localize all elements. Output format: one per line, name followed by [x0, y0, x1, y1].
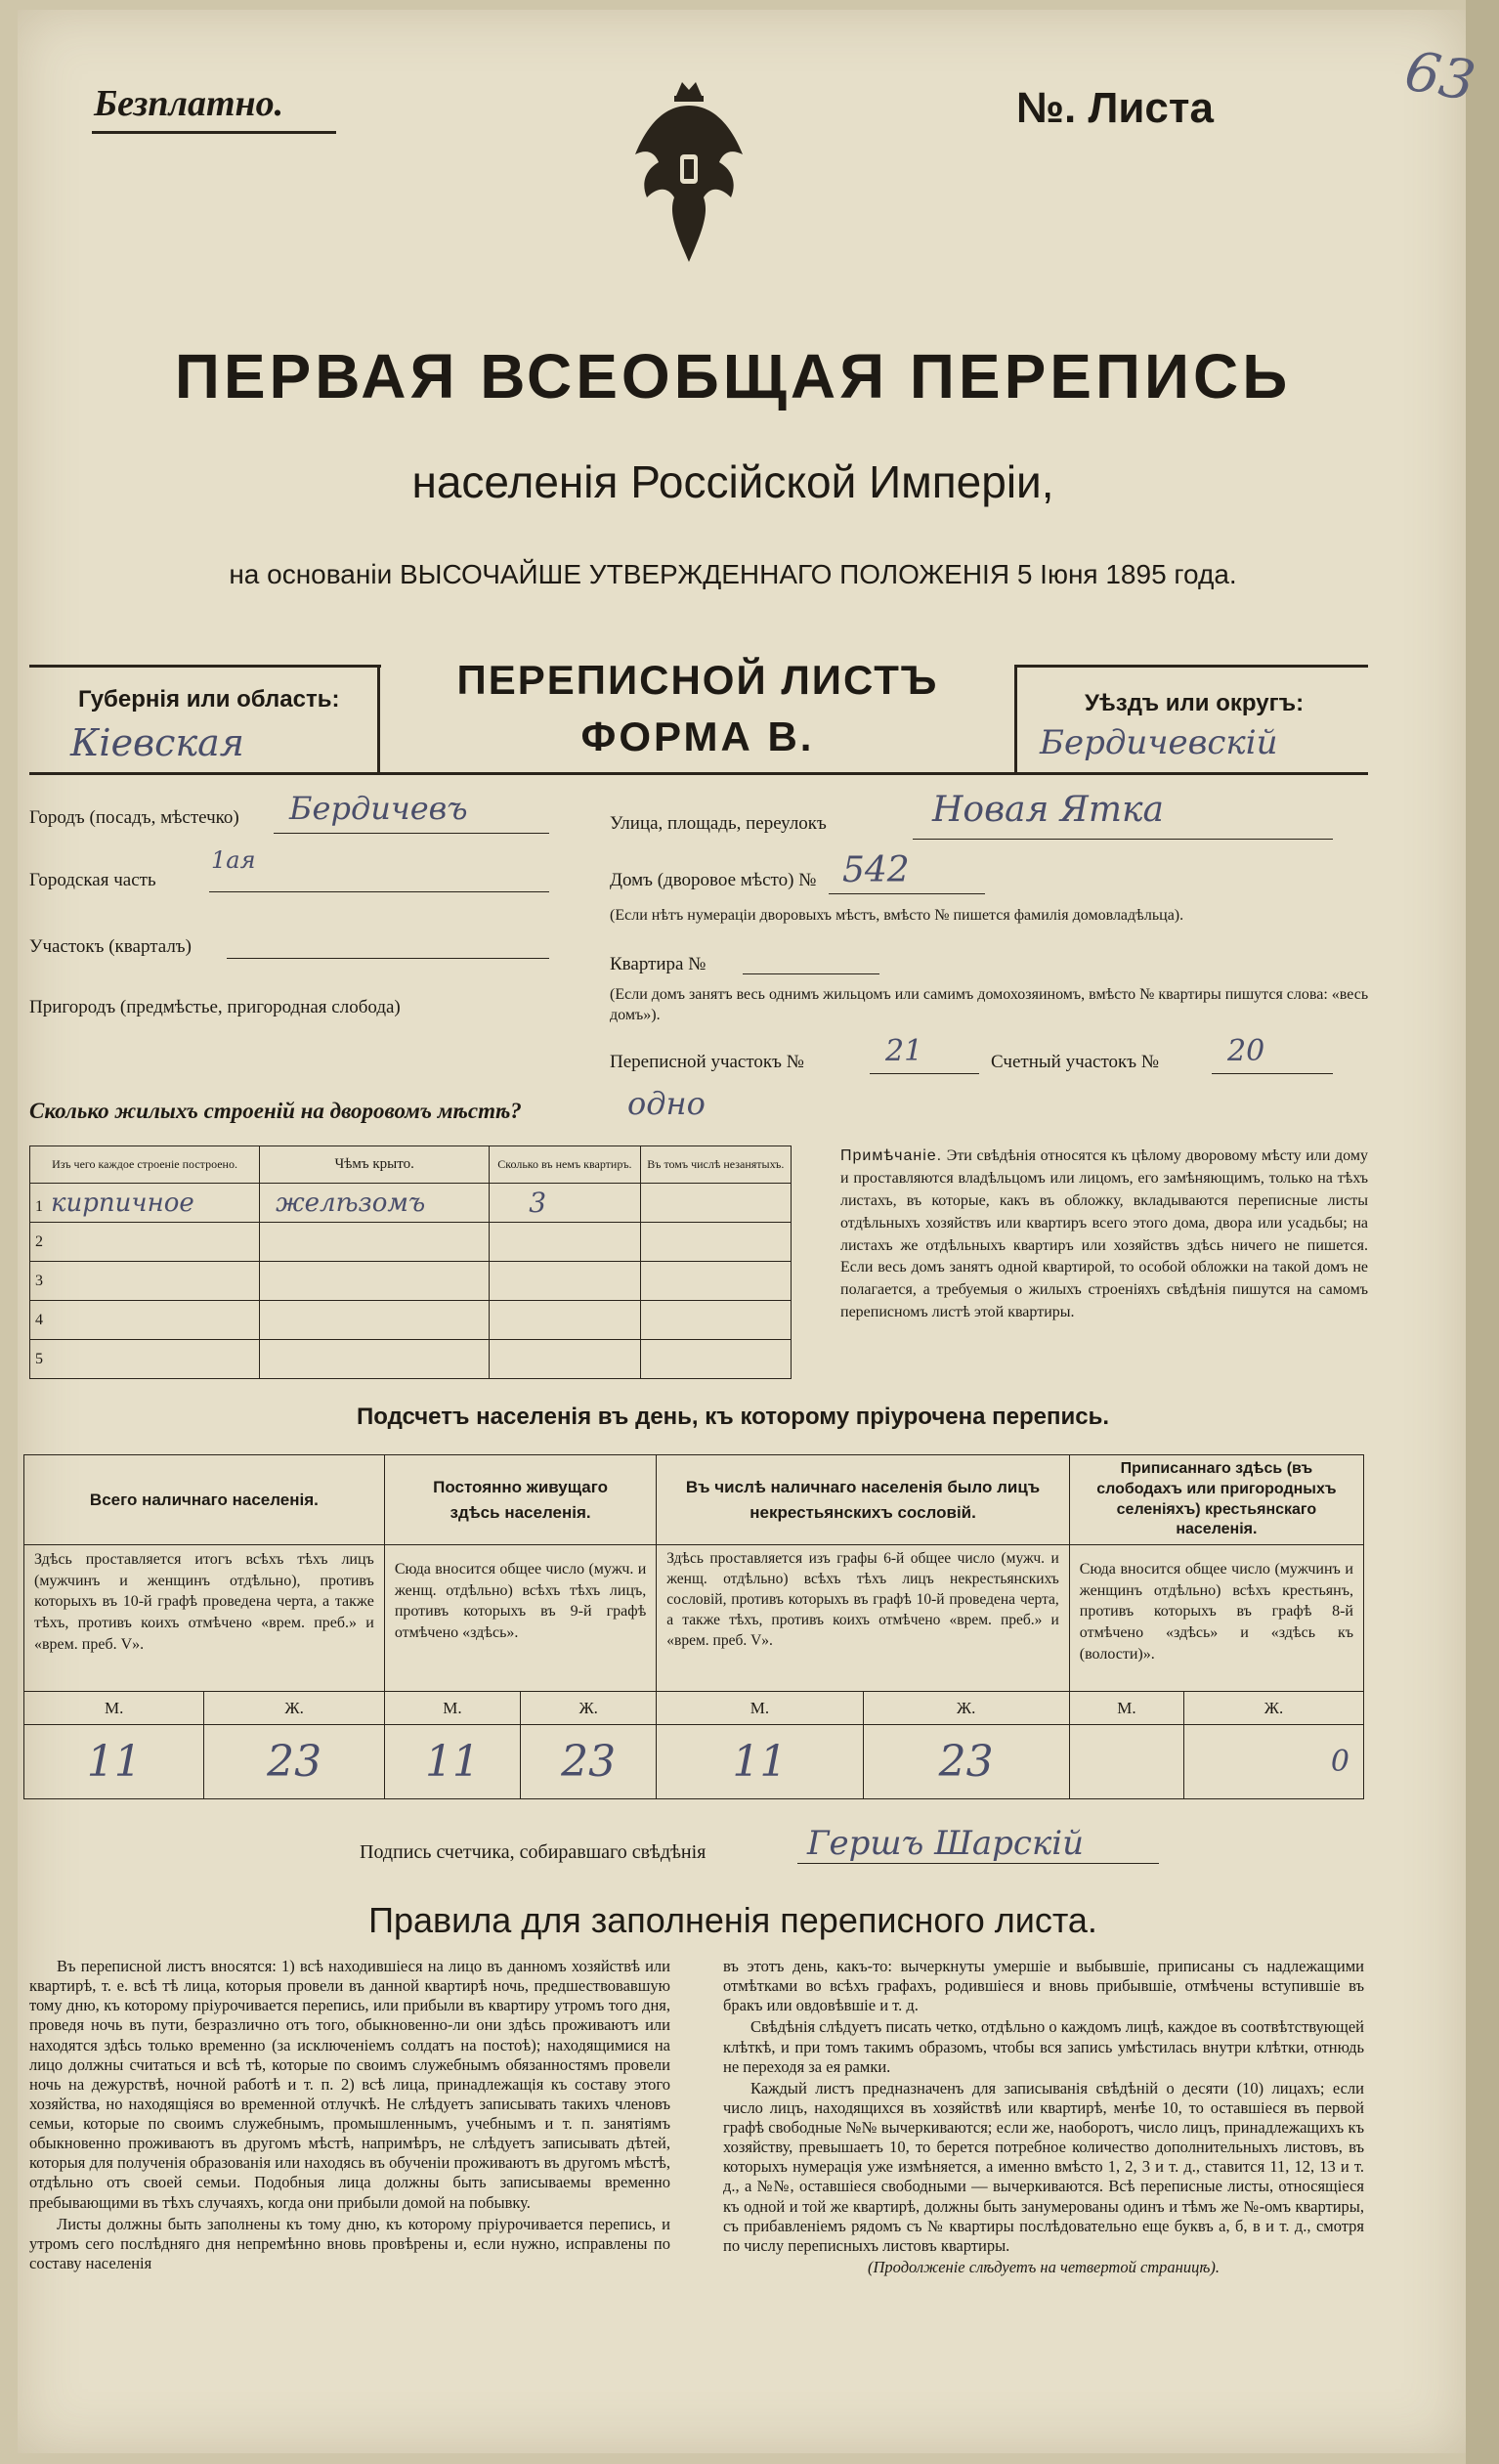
rule [29, 665, 381, 668]
col-material-header: Изъ чего каждое строеніе построено. [30, 1146, 260, 1184]
signature-label: Подпись счетчика, собиравшаго свѣдѣнія [360, 1841, 707, 1863]
pop-col-permanent-title: Постоянно живущаго здѣсь населенія. [384, 1455, 656, 1545]
house-value: 542 [842, 850, 910, 890]
street-label: Улица, площадь, переулокъ [610, 813, 827, 834]
buildings-answer: одно [627, 1085, 706, 1122]
rules-heading: Правила для заполненія переписного листа. [368, 1900, 1097, 1940]
row-number: 2 [35, 1232, 43, 1250]
section-underline [227, 958, 549, 959]
rules-continued: (Продолженіе слѣдуетъ на четвертой страницѣ). [868, 2257, 1220, 2276]
city-underline [274, 833, 549, 834]
pop-col-total-text: Здѣсь проставляется итогъ всѣхъ тѣхъ лицъ (мужчинъ и женщинъ отдѣльно), противъ которыхъ въ 10-й графѣ проведена черта, а также тѣхъ, противъ коихъ отмѣчено «врем. преб.» и «врем. преб. V». [24, 1545, 385, 1692]
city-label: Городъ (посадъ, мѣстечко) [29, 807, 239, 828]
gubernia-label: Губернія или область: [78, 686, 340, 713]
sheet-number-label: №. Листа [1016, 84, 1214, 132]
row-number: 3 [35, 1272, 43, 1289]
f-label: Ж. [204, 1692, 384, 1725]
form-name: ФОРМА В. [580, 713, 815, 759]
census-area-underline [870, 1073, 979, 1074]
suburb-label: Пригородъ (предмѣстье, пригородная слобода) [29, 997, 401, 1017]
free-underline [92, 131, 336, 134]
signature-value: Гершъ Шарскій [807, 1824, 1085, 1863]
note-text: Эти свѣдѣнія относятся къ цѣлому дворовому мѣсту или дому и проставляются владѣльцомъ или лицомъ, его замѣняющимъ, только на тѣхъ листахъ, въ которые, какъ въ обложку, вкладываются переписные листы отдѣльныхъ хозяйствъ или квартиръ всего этого дома, двора или усадьбы; на листахъ же отдѣльныхъ квартиръ или хозяйствъ здѣсь ничего не пишется. Если весь домъ занятъ одной квартирой, то особой обложки на такой домъ не полагается, а требуемыя о жилыхъ строеніяхъ свѣдѣнія пишутся на самомъ переписномъ листѣ этой квартиры. [840, 1147, 1369, 1321]
m-label: М. [1069, 1692, 1183, 1725]
count-area-label: Счетный участокъ № [991, 1052, 1159, 1072]
roof-value: желѣзомъ [260, 1184, 490, 1223]
census-area-value: 21 [885, 1034, 923, 1068]
double-headed-eagle-icon [625, 76, 752, 268]
rule [29, 772, 1368, 775]
f-label: Ж. [1184, 1692, 1364, 1725]
rules-left-column [29, 1957, 670, 2275]
rules-paragraph: въ этотъ день, какъ-то: вычеркнуты умершіе и выбывшіе, приписаны съ надлежащими отмѣтками во всѣхъ графахъ, родившіеся и вновь прибывшіе, отмѣчены вступившіе въ бракъ или овдовѣвшіе и т. д. [723, 1957, 1364, 2015]
gubernia-value: Кіевская [70, 721, 244, 764]
population-heading: Подсчетъ населенія въ день, къ которому пріурочена перепись. [357, 1404, 1109, 1430]
signature-underline [797, 1863, 1159, 1864]
house-note: (Если нѣтъ нумераціи дворовыхъ мѣстъ, вмѣсто № пишется фамилія домовладѣльца). [610, 907, 1184, 924]
district-label: Городская часть [29, 870, 156, 890]
rules-paragraph: Въ переписной листъ вносятся: 1) всѣ находившіеся на лицо въ данномъ хозяйствѣ или квартирѣ, т. е. всѣ тѣ лица, которыя провели въ данной квартирѣ ночь, предшествовавшую тому дню, къ которому пріурочивается перепись, или прибыли въ квартиру утромъ того дня, проведя ночь въ пути, безразлично отъ того, обыкновенно-ли они здѣсь проживаютъ или находятся здѣсь только временно (за исключеніемъ солдатъ на постоѣ); находящимися на лицо должны считаться и всѣ тѣ, которые по своимъ служебнымъ обязанностямъ провели ночь на дежурствѣ, ночной работѣ и т. п. 2) всѣ лица, принадлежащія къ составу этого хозяйства, но находящіяся во временной отлучкѣ. Не слѣдуетъ записывать такихъ членовъ семьи, которые по своимъ служебнымъ, промышленнымъ, учебнымъ и т. п. занятіямъ обыкновенно проживаютъ въ другомъ мѣстѣ, напримѣръ, не слѣдуетъ записывать дѣтей, которыя для полученія образованія или находясь въ обученіи проживаютъ въ другомъ мѣстѣ, отдѣльно отъ своей семьи. Подобныя лица должны быть записываемы временно пребывающими въ тѣхъ случаяхъ, когда они прибыли домой на побывку. [29, 1957, 670, 2212]
apartments-value: 3 [490, 1184, 640, 1223]
district-underline [209, 891, 549, 892]
pop-col-total-title: Всего наличнаго населенія. [24, 1455, 385, 1545]
table-row [30, 1223, 792, 1262]
rules-right-column [723, 1957, 1364, 2279]
subtitle: населенія Россійской Имперіи, [411, 456, 1054, 507]
main-title: ПЕРВАЯ ВСЕОБЩАЯ ПЕРЕПИСЬ [174, 341, 1292, 411]
col-apartments-header: Сколько въ немъ квартиръ. [490, 1146, 640, 1184]
apartment-note: (Если домъ занятъ весь однимъ жильцомъ или самимъ домохозяиномъ, вмѣсто № квартиры пишутся слова: «весь домъ»). [610, 986, 1369, 1023]
note-label: Примѣчаніе. [840, 1147, 943, 1164]
total-f-value: 23 [204, 1725, 384, 1799]
permanent-m-value: 11 [384, 1725, 520, 1799]
vacant-value [640, 1184, 791, 1223]
rules-paragraph: Каждый листъ предназначенъ для записыванія свѣдѣній о десяти (10) лицахъ; если число лицъ, находящихся въ хозяйствѣ или квартирѣ, менѣе 10, то оставшіеся въ первой графѣ свободные №№ вычеркиваются; если же, наоборотъ, число лицъ, принадлежащихъ къ хозяйству, превышаетъ 10, то берется потребное количество дополнительныхъ листовъ, въ которыхъ нумерація уже измѣняется, а именно вмѣсто 1, 2, 3 и т. д., ставится 11, 12, 13 и т. д., а №№, оставшіеся свободными — вычеркиваются. Всѣ переписные листы, относящіеся къ одной и той же квартирѣ, должны быть занумерованы одинъ и тѣмъ же №-омъ квартиры, съ прибавленіемъ рядомъ съ № квартиры послѣдовательно еще буквъ а, б, в и т. д., смотря по числу переписныхъ листовъ квартиры. [723, 2078, 1364, 2255]
street-underline [913, 839, 1333, 840]
rules-paragraph: Свѣдѣнія слѣдуетъ писать четко, отдѣльно о каждомъ лицѣ, каждое въ соотвѣтствующей клѣткѣ, и при томъ такимъ образомъ, чтобы вся запись умѣстилась внутри клѣтки, отнюдь не переходя за ея рамки. [723, 2017, 1364, 2076]
apartment-underline [743, 973, 879, 974]
col-roof-header: Чѣмъ крыто. [260, 1146, 490, 1184]
permanent-f-value: 23 [521, 1725, 657, 1799]
table-row [30, 1301, 792, 1340]
count-area-underline [1212, 1073, 1333, 1074]
m-label: М. [657, 1692, 863, 1725]
f-label: Ж. [521, 1692, 657, 1725]
uezd-label: Уѣздъ или округъ: [1085, 690, 1305, 716]
nonpeasant-m-value: 11 [657, 1725, 863, 1799]
rule [377, 665, 380, 772]
rules-paragraph: Листы должны быть заполнены къ тому дню, къ которому пріурочивается перепись, и утромъ сего послѣдняго дня непремѣнно вновь провѣрены и, если нужно, исправлены по составу населенія [29, 2214, 670, 2272]
pop-col-nonpeasant-title: Въ числѣ наличнаго населенія было лицъ некрестьянскихъ сословій. [657, 1455, 1069, 1545]
pop-col-permanent-text: Сюда вносится общее число (мужч. и женщ. отдѣльно) всѣхъ тѣхъ лицъ, противъ которыхъ въ 9-й графѣ отмѣчено «здѣсь». [384, 1545, 656, 1692]
section-label: Участокъ (кварталъ) [29, 936, 192, 957]
pop-col-nonpeasant-text: Здѣсь проставляется изъ графы 6-й общее число (мужч. и женщ. отдѣльно) всѣхъ тѣхъ лицъ некрестьянскихъ сословій, противъ которыхъ въ графѣ 10-й проведена черта, а также тѣхъ, противъ коихъ отмѣчено «врем. преб.» и «врем. преб. V». [657, 1545, 1069, 1692]
basis-line: на основаніи ВЫСОЧАЙШЕ УТВЕРЖДЕННАГО ПОЛОЖЕНІЯ 5 Іюня 1895 года. [229, 559, 1237, 589]
buildings-note [840, 1146, 1368, 1324]
rule [1014, 665, 1017, 772]
pop-col-peasant-title: Приписаннаго здѣсь (въ слободахъ или пригородныхъ селеніяхъ) крестьянскаго населенія. [1069, 1455, 1363, 1545]
nonpeasant-f-value: 23 [863, 1725, 1069, 1799]
page-number: 63 [1399, 39, 1480, 114]
total-m-value: 11 [24, 1725, 204, 1799]
free-label: Безплатно. [94, 83, 284, 124]
census-area-label: Переписной участокъ № [610, 1052, 804, 1072]
table-row [30, 1262, 792, 1301]
col-vacant-header: Въ томъ числѣ незанятыхъ. [640, 1146, 791, 1184]
table-row [30, 1184, 792, 1223]
street-value: Новая Ятка [932, 790, 1164, 830]
house-label: Домъ (дворовое мѣсто) № [610, 870, 817, 890]
district-value: 1ая [211, 846, 256, 874]
pop-col-peasant-text: Сюда вносится общее число (мужчинъ и женщинъ отдѣльно) всѣхъ крестьянъ, противъ которыхъ въ графѣ 8-й отмѣчено «здѣсь» и «здѣсь къ (волости)». [1069, 1545, 1363, 1692]
rule [1014, 665, 1368, 668]
buildings-question: Сколько жилыхъ строеній на дворовомъ мѣстѣ? [29, 1099, 522, 1123]
city-value: Бердичевъ [289, 790, 468, 827]
population-table [23, 1454, 1364, 1799]
m-label: М. [24, 1692, 204, 1725]
uezd-value: Бердичевскій [1040, 723, 1278, 762]
sheet-title: ПЕРЕПИСНОЙ ЛИСТЪ [456, 657, 939, 703]
row-number: 5 [35, 1350, 43, 1367]
f-label: Ж. [863, 1692, 1069, 1725]
material-value: кирпичное [51, 1188, 194, 1218]
row-number: 1 [35, 1197, 43, 1215]
table-row [30, 1340, 792, 1379]
buildings-table [29, 1146, 792, 1379]
m-label: М. [384, 1692, 520, 1725]
count-area-value: 20 [1227, 1034, 1265, 1068]
margin-strip [1466, 0, 1499, 2464]
house-underline [829, 893, 985, 894]
peasant-f-value: 0 [1184, 1725, 1364, 1799]
row-number: 4 [35, 1311, 43, 1328]
peasant-m-value [1069, 1725, 1183, 1799]
apartment-label: Квартира № [610, 954, 707, 974]
